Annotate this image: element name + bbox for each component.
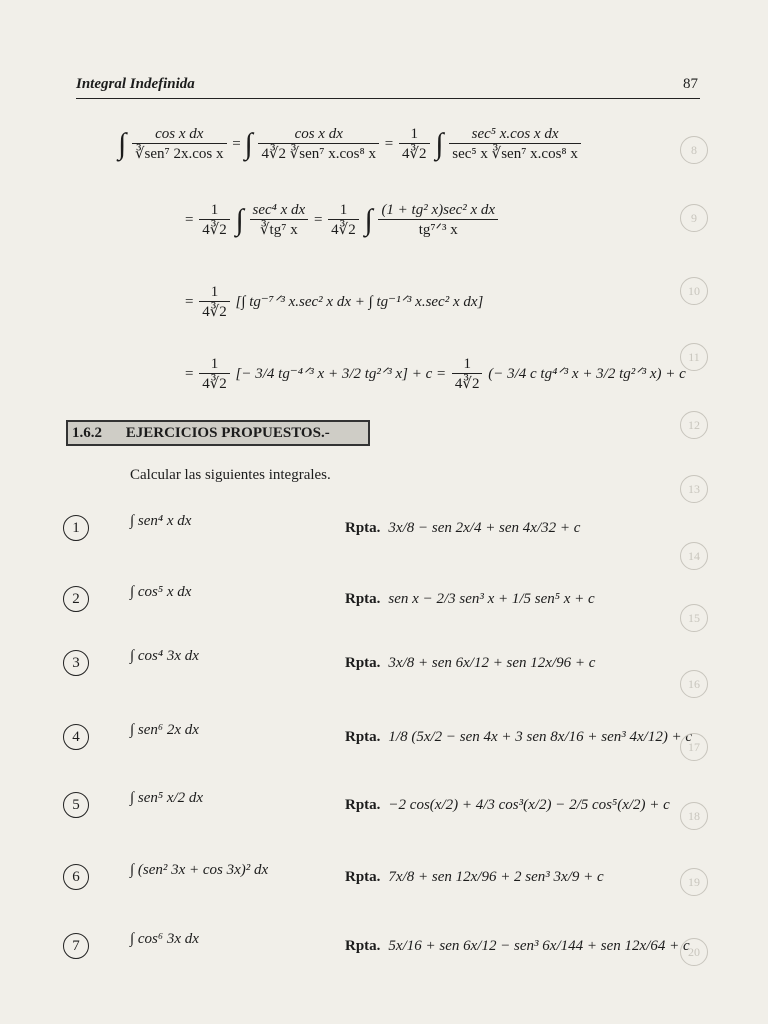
- frac-num: sec⁴ x dx: [250, 202, 309, 220]
- rpta-label: Rpta.: [345, 796, 381, 813]
- exercise-answer: 3x/8 + sen 6x/12 + sen 12x/96 + c: [388, 654, 596, 671]
- frac-den: 4∛2 ∛sen⁷ x.cos⁸ x: [261, 146, 377, 162]
- exercise-number: 6: [63, 864, 89, 890]
- bleed-through-number: 13: [680, 475, 708, 503]
- exercise-item: [0, 574, 768, 624]
- frac-den: 4∛2: [202, 222, 227, 238]
- frac-den: ∛tg⁷ x: [259, 222, 298, 238]
- rpta-label: Rpta.: [345, 937, 381, 954]
- frac-den: 4∛2: [401, 146, 427, 162]
- exercise-item: [0, 638, 768, 688]
- exercise-integral: ∫ sen⁵ x/2 dx: [130, 790, 204, 806]
- frac-den: 4∛2: [454, 376, 480, 392]
- rpta-label: Rpta.: [345, 728, 381, 745]
- frac-num: 1: [452, 356, 483, 374]
- section-number: 1.6.2: [72, 425, 102, 441]
- exercise-integral: ∫ cos⁶ 3x dx: [130, 931, 199, 947]
- exercise-item: [0, 712, 768, 762]
- exercise-number: 1: [63, 515, 89, 541]
- rpta-label: Rpta.: [345, 590, 381, 607]
- exercise-answer: 7x/8 + sen 12x/96 + 2 sen³ 3x/9 + c: [388, 868, 604, 885]
- frac-num: 1: [199, 356, 230, 374]
- frac-num: 1: [328, 202, 359, 220]
- exercise-answer: sen x − 2/3 sen³ x + 1/5 sen⁵ x + c: [388, 590, 595, 607]
- exercise-answer: 3x/8 − sen 2x/4 + sen 4x/32 + c: [388, 519, 581, 536]
- frac-num: 1: [199, 202, 230, 220]
- bleed-through-number: 11: [680, 343, 708, 371]
- exercise-answer: 5x/16 + sen 6x/12 − sen³ 6x/144 + sen 12x/64 + c: [388, 937, 690, 954]
- expression: (− 3/4 c tg⁴ᐟ³ x + 3/2 tg²ᐟ³ x) + c: [488, 365, 686, 382]
- bleed-through-number: 16: [680, 670, 708, 698]
- page-header: [76, 74, 700, 99]
- section-heading: [66, 420, 370, 446]
- exercise-integral: ∫ (sen² 3x + cos 3x)² dx: [130, 862, 269, 878]
- exercise-item: [0, 921, 768, 971]
- frac-num: 1: [399, 126, 430, 144]
- exercise-item: [0, 780, 768, 830]
- bleed-through-number: 20: [680, 938, 708, 966]
- frac-den: sec⁵ x ∛sen⁷ x.cos⁸ x: [452, 146, 578, 162]
- expression: [∫ tg⁻⁷ᐟ³ x.sec² x dx + ∫ tg⁻¹ᐟ³ x.sec² x dx]: [235, 293, 484, 310]
- bleed-through-number: 8: [680, 136, 708, 164]
- exercise-number: 7: [63, 933, 89, 959]
- frac-num: cos x dx: [132, 126, 227, 144]
- bleed-through-number: 12: [680, 411, 708, 439]
- rpta-label: Rpta.: [345, 519, 381, 536]
- section-title: EJERCICIOS PROPUESTOS.-: [125, 425, 330, 441]
- frac-num: (1 + tg² x)sec² x dx: [378, 202, 498, 220]
- header-title: Integral Indefinida: [76, 76, 195, 92]
- frac-num: cos x dx: [258, 126, 379, 144]
- instructions: Calcular las siguientes integrales.: [130, 467, 331, 483]
- frac-den: ∛sen⁷ 2x.cos x: [134, 146, 224, 162]
- exercise-number: 4: [63, 724, 89, 750]
- exercise-integral: ∫ cos⁵ x dx: [130, 584, 192, 600]
- rpta-label: Rpta.: [345, 654, 381, 671]
- derivation-line-1: ∫ $\frac{\text{cos x dx}}{\text{∛sen⁷ 2x.cos x}}$ = ∫ $\frac{\text{cos x dx}}{\text{4∛2 ∛sen⁷ x.cos⁸ x}}$ = $\frac{1}{4∛2}$ ∫ $\frac{\text{sec⁵ x.cos x dx}}{\text{sec⁵ x ∛sen⁷ x.cos⁸ x}}$: [118, 126, 583, 163]
- frac-den: 4∛2: [331, 222, 356, 238]
- bleed-through-number: 9: [680, 204, 708, 232]
- frac-den: 4∛2: [202, 376, 227, 392]
- exercise-answer: 1/8 (5x/2 − sen 4x + 3 sen 8x/16 + sen³ 4x/12) + c: [388, 728, 693, 745]
- exercise-answer: −2 cos(x/2) + 4/3 cos³(x/2) − 2/5 cos⁵(x/2) + c: [388, 796, 670, 813]
- frac-den: 4∛2: [202, 304, 227, 320]
- bleed-through-number: 18: [680, 802, 708, 830]
- derivation-line-2: = $\frac{1}{4∛2}$ ∫ $\frac{\text{sec⁴ x dx}}{\text{∛tg⁷ x}}$ = $\frac{1}{4∛2}$ ∫ $\frac{\text{(1 + tg² x)sec² x dx}}{\text{tg⁷ᐟ³ x}}$: [185, 202, 500, 239]
- bleed-through-number: 19: [680, 868, 708, 896]
- bleed-through-number: 14: [680, 542, 708, 570]
- exercise-number: 3: [63, 650, 89, 676]
- frac-num: 1: [199, 284, 230, 302]
- frac-den: tg⁷ᐟ³ x: [418, 222, 458, 238]
- exercise-item: [0, 503, 768, 553]
- bleed-through-number: 17: [680, 733, 708, 761]
- bleed-through-number: 10: [680, 277, 708, 305]
- exercise-integral: ∫ sen⁶ 2x dx: [130, 722, 199, 738]
- exercise-integral: ∫ cos⁴ 3x dx: [130, 648, 199, 664]
- exercise-item: [0, 852, 768, 902]
- derivation-line-3: = $\frac{1}{4∛2}$ [∫ tg⁻⁷ᐟ³ x.sec² x dx + ∫ tg⁻¹ᐟ³ x.sec² x dx]: [185, 284, 484, 320]
- frac-num: sec⁵ x.cos x dx: [449, 126, 581, 144]
- rpta-label: Rpta.: [345, 868, 381, 885]
- exercise-integral: ∫ sen⁴ x dx: [130, 513, 192, 529]
- bleed-through-number: 15: [680, 604, 708, 632]
- derivation-line-4: = $\frac{1}{4∛2}$ [− 3/4 tg⁻⁴ᐟ³ x + 3/2 tg²ᐟ³ x] + c = $\frac{1}{4∛2}$ (− 3/4 c tg⁴ᐟ³ x + 3/2 tg²ᐟ³ x) + c: [185, 356, 686, 392]
- expression: [− 3/4 tg⁻⁴ᐟ³ x + 3/2 tg²ᐟ³ x] + c =: [235, 365, 447, 382]
- exercise-number: 2: [63, 586, 89, 612]
- exercise-number: 5: [63, 792, 89, 818]
- page-number: 87: [683, 76, 698, 92]
